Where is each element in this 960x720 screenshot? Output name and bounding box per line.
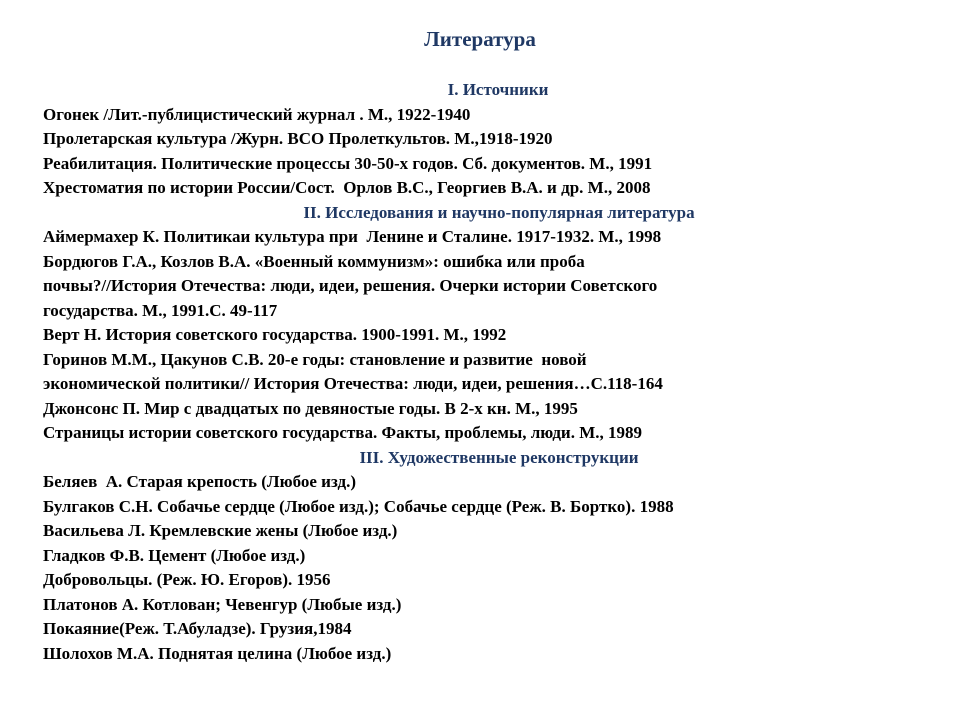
- section-heading-research: II. Исследования и научно-популярная литература: [303, 202, 695, 222]
- bibliography-entry: Пролетарская культура /Журн. ВСО Пролеткультов. М.,1918-1920: [43, 129, 553, 148]
- bibliography-entry: Горинов М.М., Цакунов С.В. 20-е годы: становление и развитие новой: [43, 349, 587, 369]
- page-title: Литература: [424, 27, 536, 51]
- bibliography-entry: Хрестоматия по истории России/Сост. Орлов В.С., Георгиев В.А. и др. М., 2008: [43, 178, 651, 197]
- bibliography-entry: Беляев А. Старая крепость (Любое изд.): [43, 472, 356, 491]
- bibliography: [43, 78, 923, 666]
- bibliography-entry: государства. М., 1991.С. 49-117: [43, 300, 278, 320]
- bibliography-entry: Бордюгов Г.А., Козлов В.А. «Военный коммунизм»: ошибка или проба: [43, 251, 585, 271]
- bibliography-entry: Добровольцы. (Реж. Ю. Егоров). 1956: [43, 570, 331, 589]
- bibliography-entry: экономической политики// История Отечества: люди, идеи, решения…С.118-164: [43, 374, 663, 393]
- section-heading-sources: I. Источники: [447, 80, 549, 99]
- bibliography-entry: Васильева Л. Кремлевские жены (Любое изд.): [43, 521, 398, 540]
- bibliography-entry: Шолохов М.А. Поднятая целина (Любое изд.): [43, 643, 392, 663]
- bibliography-entry: Джонсонс П. Мир с двадцатых по девяностые годы. В 2-х кн. М., 1995: [43, 398, 578, 418]
- bibliography-entry: почвы?//История Отечества: люди, идеи, решения. Очерки истории Советского: [43, 276, 658, 295]
- bibliography-entry: Платонов А. Котлован; Чевенгур (Любые изд.): [43, 594, 402, 614]
- bibliography-entry: Аймермахер К. Политикаи культура при Ленине и Сталине. 1917-1932. М., 1998: [43, 227, 662, 246]
- bibliography-entry: Булгаков С.Н. Собачье сердце (Любое изд.); Собачье сердце (Реж. В. Бортко). 1988: [43, 496, 674, 516]
- bibliography-entry: Верт Н. История советского государства. 1900-1991. М., 1992: [43, 325, 507, 344]
- bibliography-entry: Гладков Ф.В. Цемент (Любое изд.): [43, 545, 306, 565]
- section-heading-fiction: III. Художественные реконструкции: [359, 447, 639, 467]
- bibliography-entry: Покаяние(Реж. Т.Абуладзе). Грузия,1984: [43, 619, 352, 638]
- bibliography-entry: Страницы истории советского государства. Факты, проблемы, люди. М., 1989: [43, 423, 643, 442]
- bibliography-entry: Реабилитация. Политические процессы 30-50-х годов. Сб. документов. М., 1991: [43, 153, 653, 173]
- bibliography-entry: Огонек /Лит.-публицистический журнал . М., 1922-1940: [43, 104, 471, 124]
